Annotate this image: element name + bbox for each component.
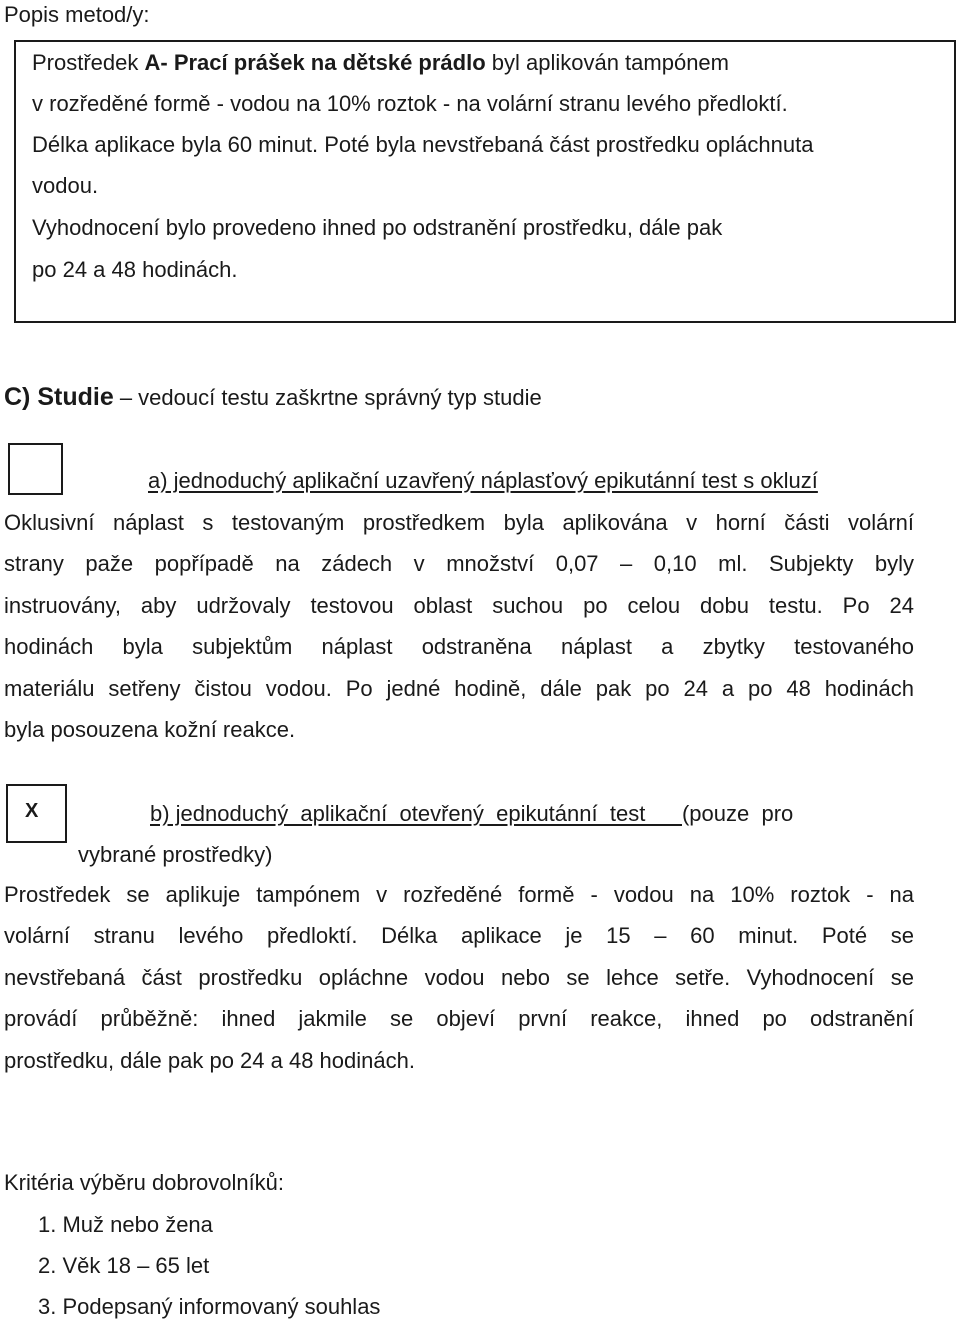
study-type-a-checkbox[interactable] — [8, 443, 63, 495]
section-title-popis-metod: Popis metod/y: — [4, 2, 150, 27]
criteria-item: 2. Věk 18 – 65 let — [38, 1253, 210, 1278]
criteria-item: 3. Podepsaný informovaný souhlas — [38, 1294, 381, 1319]
study-b-line: prostředku, dále pak po 24 a 48 hodinách. — [4, 1047, 415, 1073]
study-heading-rest: – vedoucí testu zaškrtne správný typ studie — [113, 385, 542, 410]
method-line-1 — [32, 50, 729, 76]
method-line-4: vodou. — [32, 173, 99, 198]
criteria-item: 1. Muž nebo žena — [38, 1212, 213, 1237]
study-heading — [4, 384, 542, 411]
method-line-6: po 24 a 48 hodinách. — [32, 257, 238, 282]
study-a-line: strany paže popřípadě na zádech v množství 0,07 – 0,10 ml. Subjekty byly — [4, 551, 914, 577]
method-line-1-post: byl aplikován tampónem — [485, 50, 729, 75]
study-a-line: hodinách byla subjektům náplast odstraněna náplast a zbytky testovaného — [4, 634, 914, 660]
study-type-a-label: a) jednoduchý aplikační uzavřený náplasťový epikutánní test s okluzí — [148, 468, 818, 493]
study-type-b-label — [150, 801, 793, 827]
study-b-line: provádí průběžně: ihned jakmile se objeví první reakce, ihned po odstranění — [4, 1006, 914, 1032]
study-a-line: materiálu setřeny čistou vodou. Po jedné hodině, dále pak po 24 a po 48 hodinách — [4, 675, 914, 701]
criteria-title: Kritéria výběru dobrovolníků: — [4, 1170, 285, 1195]
study-type-a-description — [4, 502, 914, 750]
study-a-line: byla posouzena kožní reakce. — [4, 717, 296, 743]
study-type-b-label-cont: vybrané prostředky) — [78, 842, 273, 867]
study-type-b-label-rest: (pouze pro — [681, 801, 794, 826]
study-type-b-checkbox[interactable]: X — [6, 784, 67, 843]
method-line-1-pre: Prostředek — [32, 50, 145, 75]
method-line-2: v rozředěné formě - vodou na 10% roztok - na volární stranu levého předloktí. — [32, 91, 788, 116]
study-type-b-label-underlined: b) jednoduchý aplikační otevřený epikutánní test — [150, 801, 682, 826]
method-line-3: Délka aplikace byla 60 minut. Poté byla nevstřebaná část prostředku opláchnuta — [32, 132, 814, 157]
product-name: A- Prací prášek na dětské prádlo — [144, 50, 486, 75]
study-type-b-description — [4, 874, 914, 1081]
study-heading-main: C) Studie — [4, 383, 114, 411]
study-a-line: Oklusivní náplast s testovaným prostředkem byla aplikována v horní části volární — [4, 510, 914, 535]
study-b-line: volární stranu levého předloktí. Délka aplikace je 15 – 60 minut. Poté se — [4, 923, 914, 949]
study-a-line: instruovány, aby udržovaly testovou oblast suchou po celou dobu testu. Po 24 — [4, 592, 914, 618]
method-line-5: Vyhodnocení bylo provedeno ihned po odstranění prostředku, dále pak — [32, 215, 723, 240]
study-b-line: Prostředek se aplikuje tampónem v rozředěné formě - vodou na 10% roztok - na — [4, 882, 914, 907]
study-b-line: nevstřebaná část prostředku opláchne vodou nebo se lehce setře. Vyhodnocení se — [4, 964, 914, 990]
